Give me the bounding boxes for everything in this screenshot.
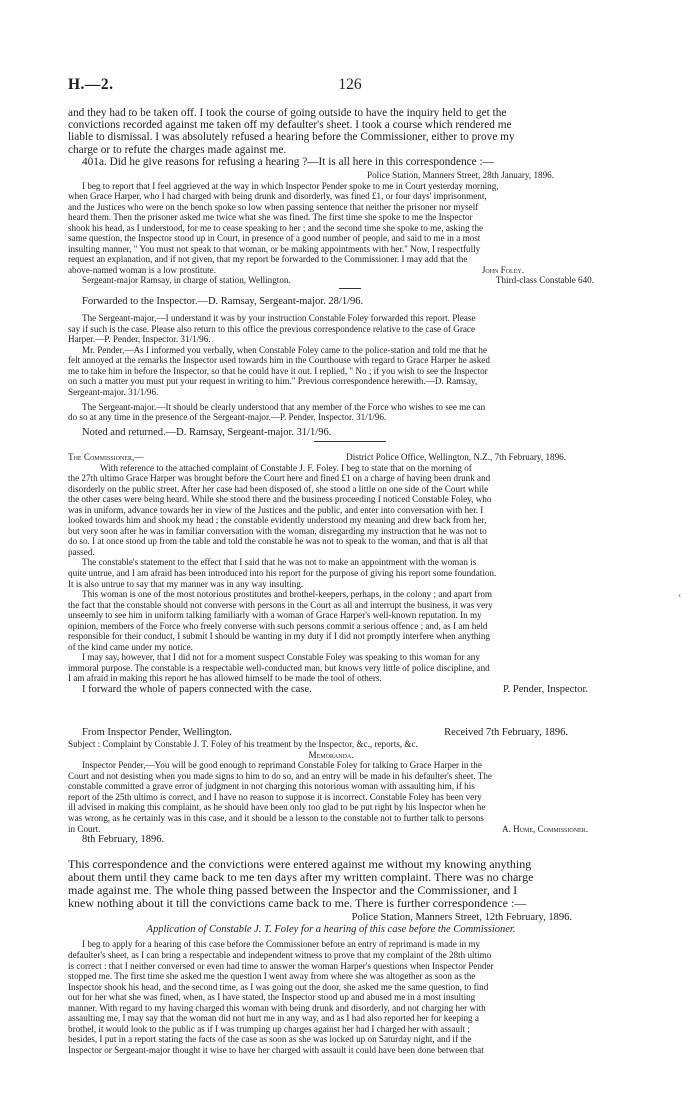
intro-line: liable to dismissal. I was absolutely refused a hearing before the Commissioner, either to prove my bbox=[68, 131, 515, 144]
letter2-line: looked towards him and shook my head ; the constable evidently understood my meaning and drew back from her, bbox=[68, 515, 487, 526]
letter3-line: brothel, it would look to the public as if I was trumping up charges against her had I charged her with assault ; bbox=[68, 1023, 470, 1034]
letter2-line: the fact that the constable should not converse with persons in the Court as all and interrupt the business, it was very bbox=[68, 599, 493, 610]
page-number: 126 bbox=[338, 76, 362, 93]
letter-sign-row bbox=[68, 265, 594, 276]
letter2-line: responsible for their conduct, I submit I should be wanting in my duty if I did not promptly interfere when anything bbox=[68, 631, 490, 642]
letter2-line: I am afraid in making this report he has allowed himself to be made the tool of others. bbox=[68, 673, 382, 684]
letter2-line: immoral purpose. The constable is a respectable well-conducted man, but knows very little of police discipline, and bbox=[68, 662, 490, 673]
letter3-line: assaulting me, I may say that the woman did not hurt me in any way, and as I had also reported her for keeping a bbox=[68, 1013, 479, 1024]
question-401a: 401a. Did he give reasons for refusing a hearing ?—It is all here in this correspondence :— bbox=[82, 155, 494, 168]
letter3-address: Police Station, Manners Street, 12th February, 1896. bbox=[351, 912, 572, 923]
letter2-line: disorderly on the public street. After her case had been disposed of, she stood a little on one side of the Court while bbox=[68, 483, 489, 494]
minute-line: The Sergeant-major,—I understand it was by your instruction Constable Foley forwarded this report. Please bbox=[82, 313, 476, 324]
letter2-sign-row bbox=[68, 684, 594, 696]
letter2-head bbox=[68, 452, 594, 463]
letter2-line: of the kind came under my notice. bbox=[68, 641, 193, 652]
minute-line: Sergeant-major. 31/1/96. bbox=[68, 387, 159, 398]
letter3-line: out for her what she was fined, when, as I have stated, the Inspector stood up and abused me in a most insulting bbox=[68, 992, 476, 1003]
letter3-line: I beg to apply for a hearing of this case before the Commissioner before an entry of reprimand is made in my bbox=[82, 939, 481, 950]
letter-line: request an explanation, and if not given, that my report be forwarded to the Commissioner. I may add that the bbox=[68, 254, 468, 265]
letter-line: I beg to report that I feel aggrieved at the way in which Inspector Pender spoke to me in Court yesterday morning, bbox=[82, 180, 499, 191]
memo-from: From Inspector Pender, Wellington. bbox=[82, 727, 232, 738]
intro-section bbox=[68, 107, 594, 168]
letter-line: shook his head, as I understood, for me to cease speaking to her ; and the second time she spoke to me, asking the bbox=[68, 222, 484, 233]
memo-sign-row bbox=[68, 824, 594, 835]
mid-line: about them until they came back to me ten days after my written complaint. There was no charge bbox=[68, 870, 534, 884]
letter2-line: It is also untrue to say that my manner was in any way insulting. bbox=[68, 578, 304, 589]
memo-date: 8th February, 1896. bbox=[82, 834, 165, 846]
letter-line: above-named woman is a low prostitute. bbox=[68, 264, 216, 275]
intro-line: and they had to be taken off. I took the course of going outside to have the inquiry held to get the bbox=[68, 107, 507, 119]
letter-rank: Third-class Constable 640. bbox=[495, 275, 594, 286]
foley-letter bbox=[68, 170, 594, 286]
mid-line: knew nothing about it till the convictions came back to me. There is further correspondence :— bbox=[68, 896, 527, 910]
letter2-closing: I forward the whole of papers connected with the case. bbox=[82, 684, 312, 696]
letter3-line: Inspector or Sergeant-major thought it wise to have her charged with assault it could have been done between that bbox=[68, 1044, 484, 1055]
memo-heading: Memoranda. bbox=[308, 749, 354, 760]
letter-line: and the Justices who were on the bench spoke so low when passing sentence that neither the prisoner nor myself bbox=[68, 201, 479, 212]
letter2-address: District Police Office, Wellington, N.Z., 7th February, 1896. bbox=[346, 452, 566, 462]
letter2-line: With reference to the attached complaint of Constable J. F. Foley. I beg to state that on the morning of bbox=[100, 462, 472, 473]
letter-signature: John Foley. bbox=[481, 264, 524, 275]
intro-line: convictions recorded against me taken off my defaulter's sheet. I took a course which rendered me bbox=[68, 119, 512, 132]
minute-line: felt annoyed at the remarks the Inspector used towards him in the Courthouse with regard to Grace Harper he asked bbox=[68, 355, 490, 366]
letter-address: Police Station, Manners Street, 28th January, 1896. bbox=[367, 170, 554, 180]
letter3-line: stopped me. The first time she asked me the question I went away from where she was altogether as soon as the bbox=[68, 971, 476, 982]
application-letter bbox=[68, 912, 594, 1055]
memo-subject: Subject : Complaint by Constable J. T. Foley of his treatment by the Inspector, &c., reports, &c. bbox=[68, 739, 418, 750]
memo-line: constable committed a grave error of judgment in not charging this notorious woman with assaulting him, if his bbox=[68, 781, 475, 792]
letter2-line: quite untrue, and I am afraid has been introduced into his report for the purpose of giving his report some foundation. bbox=[68, 568, 497, 579]
memo-line: Inspector Pender,—You will be good enough to reprimand Constable Foley for talking to Grace Harper in the bbox=[82, 760, 482, 771]
memo-received: Received 7th February, 1896. bbox=[444, 727, 568, 738]
mid-section bbox=[68, 858, 594, 910]
letter2-addressee: The Commissioner,— bbox=[68, 452, 144, 462]
document-reference: H.—2. bbox=[68, 76, 114, 93]
letter3-line: is correct : that I neither conversed or even had time to answer the woman Harper's questions when Inspector Pender bbox=[68, 960, 494, 971]
letter3-title: Application of Constable J. T. Foley for a hearing of this case before the Commissioner. bbox=[146, 924, 516, 936]
minutes-section bbox=[68, 296, 594, 439]
mid-line: This correspondence and the convictions were entered against me without my knowing anything bbox=[68, 857, 532, 871]
memo-line: was wrong, as he certainly was in this case, and it should be a lesson to the constable not to further talk to persons bbox=[68, 813, 484, 824]
divider bbox=[314, 441, 386, 442]
minute-line: The Sergeant-major.—It should be clearly understood that any member of the Force who wishes to see me can bbox=[82, 401, 486, 412]
memo-signature: A. Hume, Commissioner. bbox=[501, 823, 588, 834]
minute-line: on such a matter you must put your request in writing to him." Previous correspondence herewith.—D. Ramsay, bbox=[68, 376, 478, 387]
letter-line: same question, the Inspector stood up in Court, in presence of a good number of people, and said to me in a most bbox=[68, 233, 481, 244]
letter-line: heard them. Then the prisoner asked me twice what she was fined. The first time she spoke to me the Inspector bbox=[68, 212, 473, 223]
commissioner-memo bbox=[68, 727, 594, 846]
letter-line: insulting manner, " You must not speak to that woman, or be making appointments with her." Now, I respectfully bbox=[68, 243, 481, 254]
letter3-line: defaulter's sheet, as I can bring a respectable and independent witness to prove that my complaint of the 28th ultimo bbox=[68, 949, 492, 960]
letter3-line: Inspector shook his head, and the second time, as I was going out the door, she asked me the same question, to find bbox=[68, 981, 489, 992]
memo-line: ill advised in making this complaint, as he should have been only too glad to be put right by his Inspector when he bbox=[68, 802, 486, 813]
letter2-line: opinion, members of the Force who freely converse with such persons commit a serious offence ; and, as I am held bbox=[68, 620, 488, 631]
letter3-line: besides, I put in a report stating the facts of the case as soon as she was locked up on Saturday night, and if the bbox=[68, 1034, 472, 1045]
letter2-line: I may say, however, that I did not for a moment suspect Constable Foley was speaking to this woman for any bbox=[82, 652, 480, 663]
letter2-line: but very soon after he was in familiar conversation with the woman, disregarding my instruction that he was not to bbox=[68, 525, 487, 536]
letter3-line: manner. With regard to my having charged this woman with being drunk and disorderly, and not charging her with bbox=[68, 1002, 486, 1013]
letter2-line: do so. I at once stood up from the table and told the constable he was not to speak to the woman, and that is all that bbox=[68, 536, 488, 547]
letter2-line: The constable's statement to the effect that I said that he was not to make an appointment with the woman is bbox=[82, 557, 477, 568]
divider bbox=[339, 288, 361, 289]
letter-footer-row bbox=[68, 275, 594, 286]
minute-line: say if such is the case. Please also return to this office the previous correspondence relative to the case of Grace bbox=[68, 323, 476, 334]
letter2-signature: P. Pender, Inspector. bbox=[502, 684, 588, 696]
margin-mark: ‹ bbox=[678, 590, 682, 601]
intro-line: charge or to refute the charges made against me. bbox=[68, 143, 287, 156]
letter-line: when Grace Harper, who I had charged with being drunk and disorderly, was fined £1, or four days' imprisonment, bbox=[68, 191, 487, 202]
letter2-line: passed. bbox=[68, 546, 95, 557]
letter-forwarder: Sergeant-major Ramsay, in charge of station, Wellington. bbox=[82, 275, 291, 286]
memo-line: in Court. bbox=[68, 823, 101, 834]
minute-line: Noted and returned.—D. Ramsay, Sergeant-major. 31/1/96. bbox=[82, 426, 332, 438]
memo-head-row bbox=[68, 727, 594, 739]
mid-line: made against me. The whole thing passed between the Inspector and the Commissioner, and I bbox=[68, 883, 518, 897]
letter2-line: the other cases were being heard. While she stood there and the business proceeding I noticed Constable Foley, who bbox=[68, 494, 492, 505]
minute-line: Mr. Pender,—As I informed you verbally, when Constable Foley came to the police-station and told me that he bbox=[82, 344, 488, 355]
letter2-line: This woman is one of the most notorious prostitutes and brothel-keepers, perhaps, in the colony ; and apart from bbox=[82, 589, 493, 600]
letter2-line: the 27th ultimo Grace Harper was brought before the Court here and fined £1 on a charge of having been drunk and bbox=[68, 473, 491, 484]
pender-letter bbox=[68, 452, 594, 696]
memo-line: Court and not desisting when you made signs to him to do so, and an entry will be made in his defaulter's sheet. The bbox=[68, 770, 492, 781]
minute-line: do so at any time in the presence of the Sergeant-major.—P. Pender, Inspector. 31/1/96. bbox=[68, 412, 387, 423]
minute-line: Forwarded to the Inspector.—D. Ramsay, Sergeant-major. 28/1/96. bbox=[82, 296, 364, 307]
minute-line: me to take him in before the Inspector, so that he could have it out. I replied, " No ; if you wish to see the Inspector bbox=[68, 365, 488, 376]
letter2-line: unseemly to see him in uniform talking familiarly with a woman of Grace Harper's well-known reputation. In my bbox=[68, 610, 482, 621]
page-header bbox=[68, 76, 632, 96]
memo-line: report of the 25th ultimo is correct, and I have no reason to suppose it is incorrect. Constable Foley has been very bbox=[68, 791, 482, 802]
minute-line: Harper.—P. Pender, Inspector. 31/1/96. bbox=[68, 334, 211, 345]
letter2-line: was in uniform, advance towards her in view of the Justices and the public, and enter into conversation with her. I bbox=[68, 504, 484, 515]
